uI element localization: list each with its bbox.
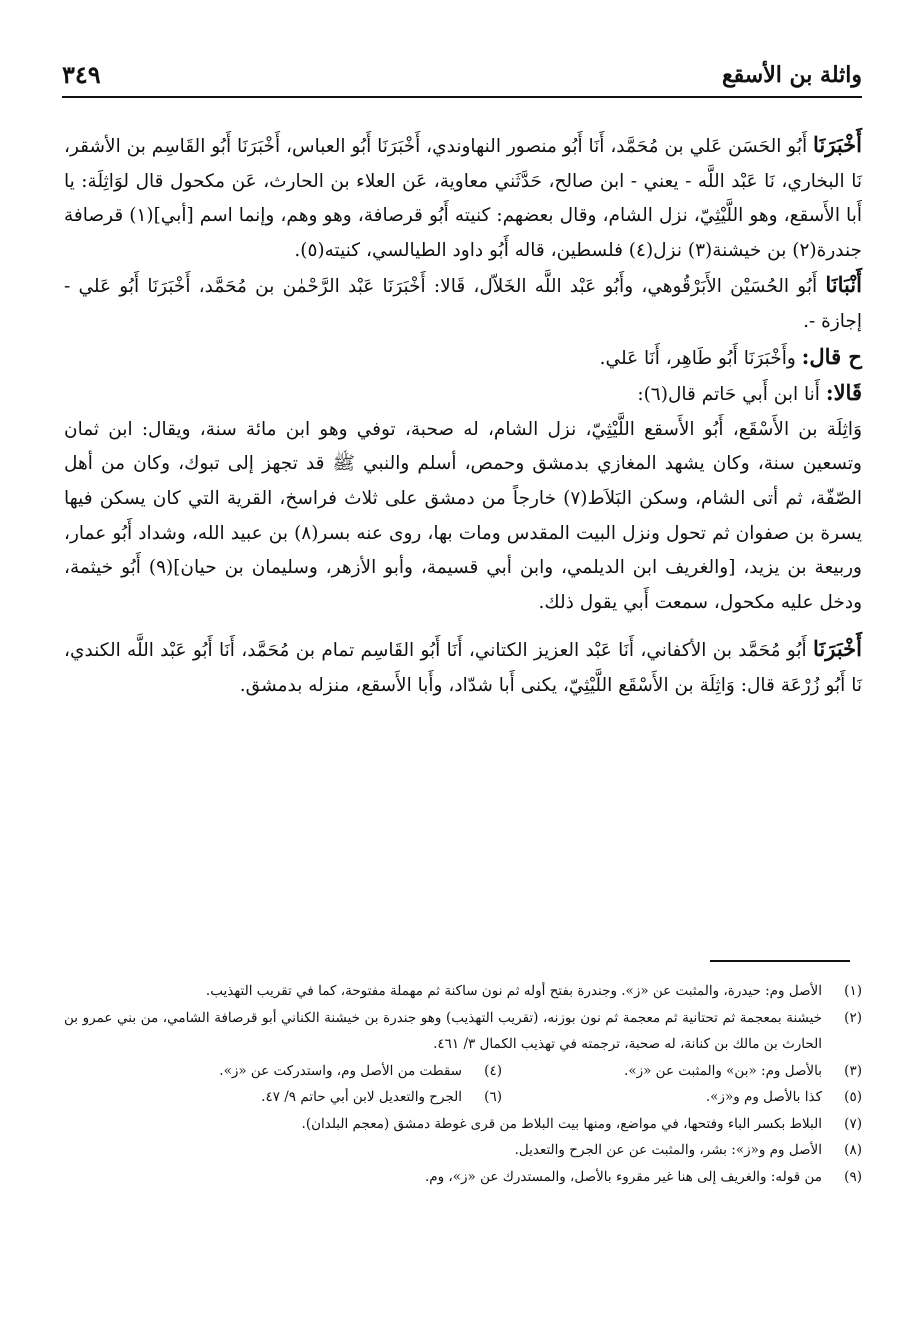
- isnad-keyword: قَالا:: [825, 380, 862, 406]
- header-rule: [62, 96, 862, 98]
- footnote: [64, 1111, 862, 1138]
- footnotes: [64, 978, 862, 1190]
- footnote-text: سقطت من الأصل وم، واستدركت عن «ز».: [219, 1062, 462, 1079]
- footnote: [64, 1005, 862, 1058]
- page-header: [62, 56, 862, 96]
- footnote-number: (٨): [844, 1142, 862, 1158]
- footnote-number: (٦): [484, 1089, 502, 1105]
- paragraph-text: أَنا ابن أَبي حَاتم قال(٦):: [637, 384, 826, 406]
- footnote-text: خيشنة بمعجمة ثم تحتانية ثم معجمة ثم نون بوزنه، (تقريب التهذيب) وهو جندرة بن خيشنة الكناني أبو قرصافة الشامي، من بني عمرو بن الحارث بن مالك بن كنانة، له صحبة، ترجمته في تهذيب الكمال ٣/ ٤٦١.: [64, 1009, 822, 1052]
- footnote-number: (٩): [844, 1168, 862, 1185]
- footnote-text: بالأصل وم: «بن» والمثبت عن «ز».: [624, 1062, 822, 1079]
- footnote-text: البلاط بكسر الباء وفتحها، في مواضع، ومنها بيت البلاط من قرى غوطة دمشق (معجم البلدان).: [301, 1115, 822, 1132]
- paragraph-1: [64, 128, 862, 268]
- footnote: [64, 1058, 502, 1085]
- paragraph-text: وَاثِلَة بن الأَسْقَع، أَبُو الأَسقع اللَّيْثِيّ، نزل الشام، له صحبة، توفي وهو ابن مائة سنة، ويقال: ابن ثمان وتسعين سنة، وكان يشهد المغازي بدمشق وحمص، أسلم والنبي ﷺ قد تجهز إلى تبوك، وكان من أهل الصّفّة، ثم أتى الشام، وسكن البَلاَط(٧) خارجاً من دمشق على ثلاث فراسخ، القرية التي كان يسكن فيها يسرة بن صفوان ثم تحول ونزل البيت المقدس ومات بها، روى عنه بسر(٨) بن عبيد الله، وشداد أَبُو عمار، وربيعة بن يزيد، [والغريف ابن الديلمي، وابن أبي قسيمة، وأبو الأزهر، وسليمان بن حيان](٩) أَبُو خيثمة، ودخل عليه مكحول، سمعت أَبي يقول ذلك.: [64, 418, 862, 613]
- footnote-text: الأصل وم و«ز»: بشر، والمثبت عن عن الجرح والتعديل.: [514, 1142, 822, 1158]
- footnote-separator: [710, 960, 850, 962]
- footnote-number: (٢): [844, 1009, 862, 1026]
- footnote-number: (٤): [484, 1062, 502, 1079]
- page-number: ٣٤٩: [62, 60, 101, 89]
- footnote-number: (٥): [844, 1089, 862, 1105]
- footnote-number: (١): [844, 983, 862, 999]
- paragraph-text: أَبُو مُحَمَّد بن الأكفاني، أَنَا عَبْد العزيز الكتاني، أَنَا أَبُو القَاسِم تمام بن مُحَمَّد، أَنَا أَبُو عَبْد اللَّه الكندي، نَا أَبُو زُرْعَة قال: وَاثِلَة بن الأَسْقَع اللَّيْثِيّ، يكنى أَبا شدّاد، وأَبا الأَسقع، منزله بدمشق.: [64, 640, 862, 696]
- footnote: [64, 1084, 502, 1111]
- footnote-number: (٧): [844, 1115, 862, 1132]
- footnote: [502, 1058, 862, 1085]
- paragraph-text: أَبُو الحُسَيْن الأَبَرْقُوهي، وأَبُو عَبْد اللَّه الخَلاّل، قَالا: أَخْبَرَنَا عَبْد الرَّحْمٰن بن مُحَمَّد، أَخْبَرَنَا أَبُو عَلي - إجازة -.: [64, 276, 862, 332]
- isnad-keyword: ح قال:: [801, 343, 862, 369]
- paragraph-6: [64, 632, 862, 703]
- footnote: [64, 978, 862, 1005]
- paragraph-text: وأَخْبَرَنَا أَبُو طَاهِر، أَنَا عَلي.: [599, 347, 802, 369]
- footnote-text: من قوله: والغريف إلى هنا غير مقروء بالأصل، والمستدرك عن «ز»، وم.: [424, 1168, 822, 1185]
- footnote-number: (٣): [844, 1062, 862, 1079]
- footnote: [64, 1137, 862, 1164]
- footnote-text: الجرح والتعديل لابن أبي حاتم ٩/ ٤٧.: [261, 1089, 462, 1105]
- paragraph-text: أَبُو الحَسَن عَلي بن مُحَمَّد، أَنَا أَبُو منصور النهاوندي، أَخْبَرَنَا أَبُو العباس، أَخْبَرَنَا أَبُو القَاسِم بن الأشقر، نَا البخاري، نَا عَبْد اللَّه - يعني - ابن صالح، حَدَّثَني معاوية، عَن العلاء بن الحارث، عَن مكحول قال لوَاثِلَة: يا أَبا الأَسقع، وهو اللَّيْثِيّ، نزل الشام، وقال بعضهم: كنيته أَبُو قرصافة، وهو وهم، وإنما اسم [أبي](١) قرصافة جندرة(٢) بن خيشنة(٣) نزل(٤) فلسطين، قاله أَبُو داود الطيالسي، كنيته(٥).: [64, 136, 862, 261]
- paragraph-2: [64, 268, 862, 339]
- footnote: [502, 1084, 862, 1111]
- footnote-pair: [64, 1058, 862, 1085]
- isnad-keyword: أَنْبَانَا: [825, 272, 862, 298]
- running-title: واثلة بن الأسقع: [721, 62, 862, 88]
- paragraph-5: [64, 413, 862, 621]
- main-text: [64, 128, 862, 704]
- footnote-pair: [64, 1084, 862, 1111]
- isnad-keyword: أَخْبَرَنَا: [813, 636, 862, 662]
- footnote-text: الأصل وم: حيدرة، والمثبت عن «ز». وجندرة بفتح أوله ثم نون ساكنة ثم مهملة مفتوحة، كما في تقريب التهذيب.: [205, 983, 822, 999]
- isnad-keyword: أَخْبَرَنَا: [813, 132, 862, 157]
- footnote: [64, 1164, 862, 1191]
- paragraph-3: [64, 340, 862, 377]
- footnote-text: كذا بالأصل وم و«ز».: [705, 1089, 822, 1105]
- paragraph-4: [64, 376, 862, 413]
